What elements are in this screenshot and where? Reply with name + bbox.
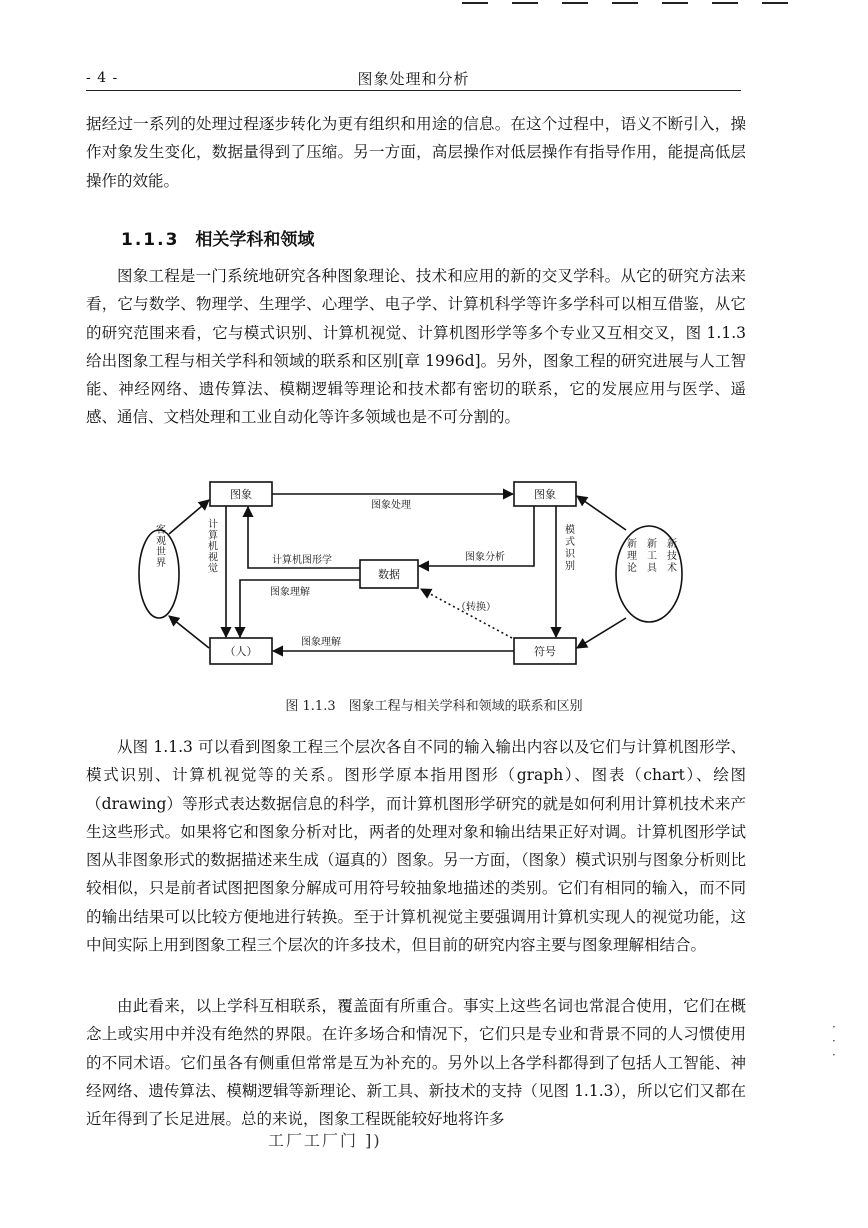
section-title: 相关学科和领域 xyxy=(195,230,315,250)
running-head xyxy=(86,68,741,90)
scan-dash xyxy=(512,2,538,4)
node-data: 数据 xyxy=(378,568,400,581)
figure-diagram xyxy=(136,470,736,680)
diagram-svg xyxy=(136,470,736,680)
node-image-left: 图象 xyxy=(230,488,252,501)
arrow-human-to-world xyxy=(169,616,209,648)
scan-dash xyxy=(612,2,638,4)
label-new-tools: 新工具 xyxy=(644,538,656,574)
node-symbol: 符号 xyxy=(534,645,556,658)
node-image-right: 图象 xyxy=(534,488,556,501)
section-number: 1.1.3 xyxy=(121,230,180,250)
label-computer-vision: 计算机视觉 xyxy=(205,518,217,574)
arrow-theory-to-image xyxy=(577,496,626,530)
paragraph-3: 由此看来，以上学科互相联系，覆盖面有所重合。事实上这些名词也常混合使用，它们在概念上或实用中并没有绝然的界限。在许多场合和情况下，它们只是专业和背景不同的人习惯使用的不同术语。它们虽各有侧重但常常是互为补充的。另外以上各学科都得到了包括人工智能、神经网络、遗传算法、模糊逻辑等新理论、新工具、新技术的支持（见图 1.1.3），所以它们又都在近年得到了长足进展。总的来说，图象工程既能较好地将许多 xyxy=(86,997,746,1129)
node-human: （人） xyxy=(224,645,258,658)
label-objective-world: 客观世界 xyxy=(153,524,165,568)
arrow-theory-to-symbol xyxy=(577,618,626,648)
intro-paragraph: 据经过一系列的处理过程逐步转化为更有组织和用途的信息。在这个过程中，语义不断引入，操作对象发生变化，数据量得到了压缩。另一方面，高层操作对低层操作有指导作用，能提高低层操作的效能。 xyxy=(86,115,746,190)
label-computer-graphics: 计算机图形学 xyxy=(272,555,332,566)
margin-dots: · · · xyxy=(832,1020,836,1062)
scan-dash xyxy=(762,2,788,4)
scan-dash xyxy=(462,2,488,4)
label-new-theory: 新理论 xyxy=(624,538,636,574)
label-transform: （转换） xyxy=(456,602,496,613)
paragraph-1: 图象工程是一门系统地研究各种图象理论、技术和应用的新的交叉学科。从它的研究方法来看，它与数学、物理学、生理学、心理学、电子学、计算机科学等许多学科可以相互借鉴，从它的研究范围来看，它与模式识别、计算机视觉、计算机图形学等多个专业又互相交叉，图 1.1.3 给出图象工程与相关学科和领域的联系和区别[章 1996d]。另外，图象工程的研究进展与人工智能、神经网络、遗传算法、模糊逻辑等理论和技术都有密切的联系，它的发展应用与医学、遥感、通信、文档处理和工业自动化等许多领域也是不可分割的。 xyxy=(86,267,746,427)
label-image-processing: 图象处理 xyxy=(371,500,411,511)
label-pattern-recognition: 模式识别 xyxy=(562,524,574,572)
label-image-understanding-bottom: 图象理解 xyxy=(301,637,341,648)
running-title: 图象处理和分析 xyxy=(357,70,470,88)
label-image-understanding-inner: 图象理解 xyxy=(270,587,310,598)
scan-dash xyxy=(712,2,738,4)
section-heading xyxy=(121,225,314,250)
arrow-world-to-image xyxy=(169,500,209,534)
figure-caption: 图 1.1.3 图象工程与相关学科和领域的联系和区别 xyxy=(285,699,583,714)
arrow-transform xyxy=(421,589,512,638)
page-number: - 4 - xyxy=(86,70,119,86)
scan-dash xyxy=(662,2,688,4)
footer-mark: 工厂工厂门 ]) xyxy=(268,1131,382,1150)
label-image-analysis: 图象分析 xyxy=(465,552,505,563)
scan-dash xyxy=(562,2,588,4)
paragraph-2: 从图 1.1.3 可以看到图象工程三个层次各自不同的输入输出内容以及它们与计算机图形学、模式识别、计算机视觉等的关系。图形学原本指用图形（graph）、图表（chart）、绘图（drawing）等形式表达数据信息的科学，而计算机图形学研究的就是如何利用计算机技术来产生这些形式。如果将它和图象分析对比，两者的处理对象和输出结果正好对调。计算机图形学试图从非图象形式的数据描述来生成（逼真的）图象。另一方面，（图象）模式识别与图象分析则比较相似，只是前者试图把图象分解成可用符号较抽象地描述的类别。它们有相同的输入，而不同的输出结果可以比较方便地进行转换。至于计算机视觉主要强调用计算机实现人的视觉功能，这中间实际上用到图象工程三个层次的许多技术，但目前的研究内容主要与图象理解相结合。 xyxy=(86,738,746,955)
header-rule xyxy=(86,90,741,91)
label-new-tech: 新技术 xyxy=(664,538,676,574)
